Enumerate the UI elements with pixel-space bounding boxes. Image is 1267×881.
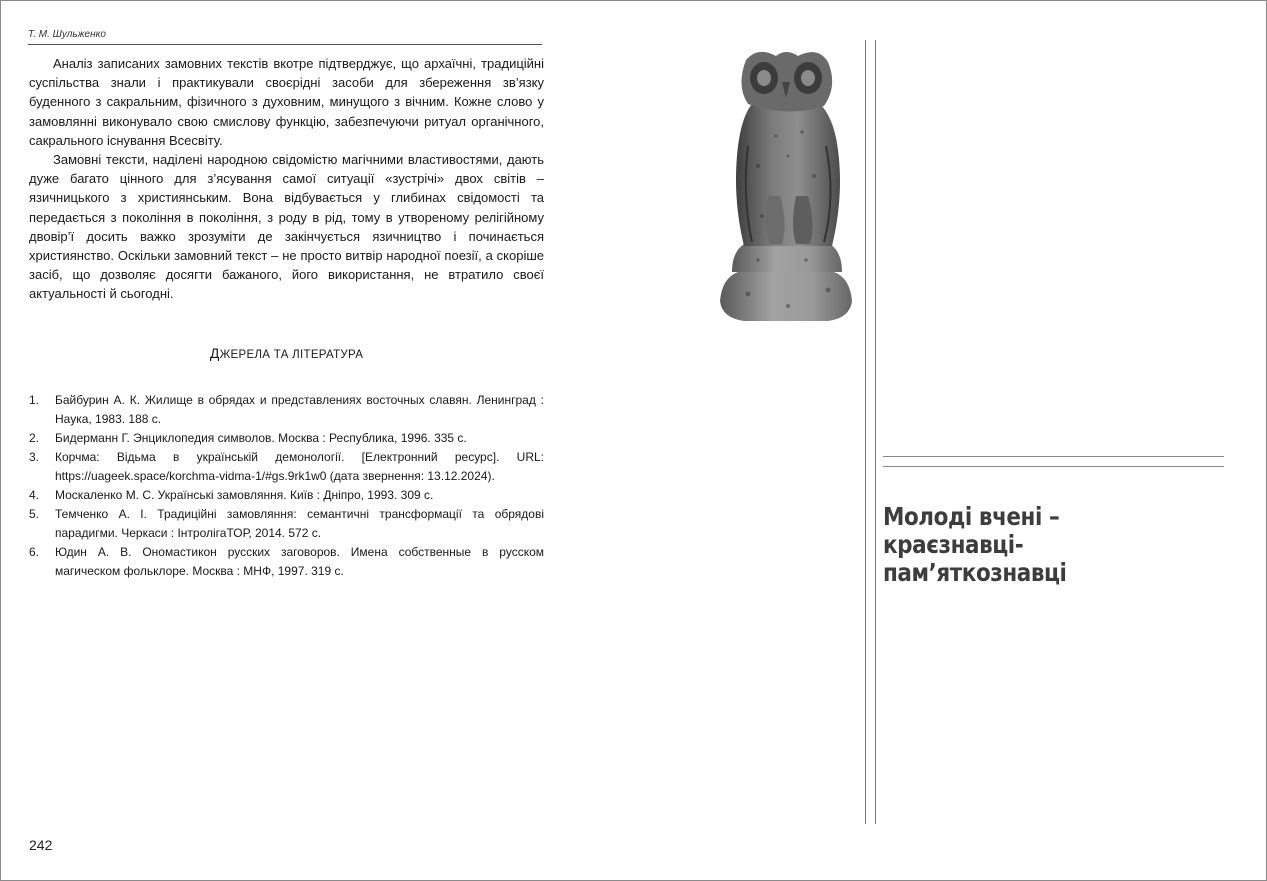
paragraph-2: Замовні тексти, наділені народною свідомістю магічними властивостями, дають дуже багато цінного для з’ясування самої ситуації «зустрічі» двох світів – язичницького з християнським. Вона відбувається у глибинах свідомості та передається з покоління в покоління, з роду в рід, тому в утвореному релігійному двовір’ї досить важко зрозуміти де закінчується язичництво і починається християнство. Оскільки замовний текст – не просто витвір народної поезії, а скоріше засіб, що дозволяє досягти бажаного, його використання, не втратило своєї актуальності й сьогодні. bbox=[29, 152, 544, 302]
stone-statue-image bbox=[718, 46, 854, 322]
reference-item bbox=[29, 429, 544, 448]
reference-text: Москаленко М. С. Українські замовляння. Київ : Дніпро, 1993. 309 с. bbox=[55, 488, 434, 502]
reference-item bbox=[29, 391, 544, 429]
section-title-line-3: пам’яткознавці bbox=[883, 558, 1067, 587]
left-page bbox=[0, 0, 560, 881]
reference-text: Юдин А. В. Ономастикон русских заговоров. Имена собственные в русском магическом фольклоре. Москва : МНФ, 1997. 319 с. bbox=[55, 545, 544, 578]
horizontal-rule-top bbox=[883, 456, 1224, 457]
running-head: Т. М. Шульженко bbox=[28, 29, 542, 45]
sources-heading-first-letter: Д bbox=[209, 345, 220, 361]
reference-text: Темченко А. І. Традиційні замовляння: семантичні трансформації та обрядові парадигми. Черкаси : ІнтролігаТОР, 2014. 572 с. bbox=[55, 507, 544, 540]
reference-item bbox=[29, 505, 544, 543]
reference-item bbox=[29, 448, 544, 486]
horizontal-rule-bottom bbox=[883, 466, 1224, 467]
section-title-line-2: краєзнавці- bbox=[883, 530, 1024, 559]
vertical-rule-right bbox=[875, 40, 876, 824]
body-text bbox=[29, 54, 544, 304]
vertical-rule-left bbox=[865, 40, 866, 824]
reference-text: Байбурин А. К. Жилище в обрядах и представлениях восточных славян. Ленинград : Наука, 1983. 188 с. bbox=[55, 393, 544, 426]
reference-number: 1. bbox=[29, 393, 40, 407]
reference-list bbox=[29, 391, 544, 581]
reference-number: 2. bbox=[29, 431, 40, 445]
reference-number: 6. bbox=[29, 545, 40, 559]
reference-number: 5. bbox=[29, 507, 40, 521]
reference-number: 3. bbox=[29, 450, 40, 464]
reference-item bbox=[29, 486, 544, 505]
section-title-line-1: Молоді вчені – bbox=[883, 502, 1060, 531]
sources-heading-rest: ЖЕРЕЛА ТА ЛІТЕРАТУРА bbox=[219, 349, 364, 361]
section-title bbox=[883, 503, 1193, 587]
paragraph-1: Аналіз записаних замовних текстів вкотре підтверджує, що архаїчні, традиційні суспільства знали і практикували своєрідні засоби для збереження зв’язку буденного з сакральним, фізичного з духовним, минущого з вічним. Кожне слово у замовлянні виконувало свою смислову функцію, забезпечуючи ритуал органічного, сакрального існування Всесвіту. bbox=[29, 56, 544, 148]
reference-item bbox=[29, 543, 544, 581]
page-number: 242 bbox=[29, 837, 53, 853]
sources-heading bbox=[29, 345, 544, 361]
reference-text: Бидерманн Г. Энциклопедия символов. Москва : Республика, 1996. 335 с. bbox=[55, 431, 467, 445]
reference-text: Корчма: Відьма в українській демонології. [Електронний ресурс]. URL: https://uageek.space/korchma-vidma-1/#gs.9rk1w0 (дата звернення: 13.12.2024). bbox=[55, 450, 544, 483]
reference-number: 4. bbox=[29, 488, 40, 502]
